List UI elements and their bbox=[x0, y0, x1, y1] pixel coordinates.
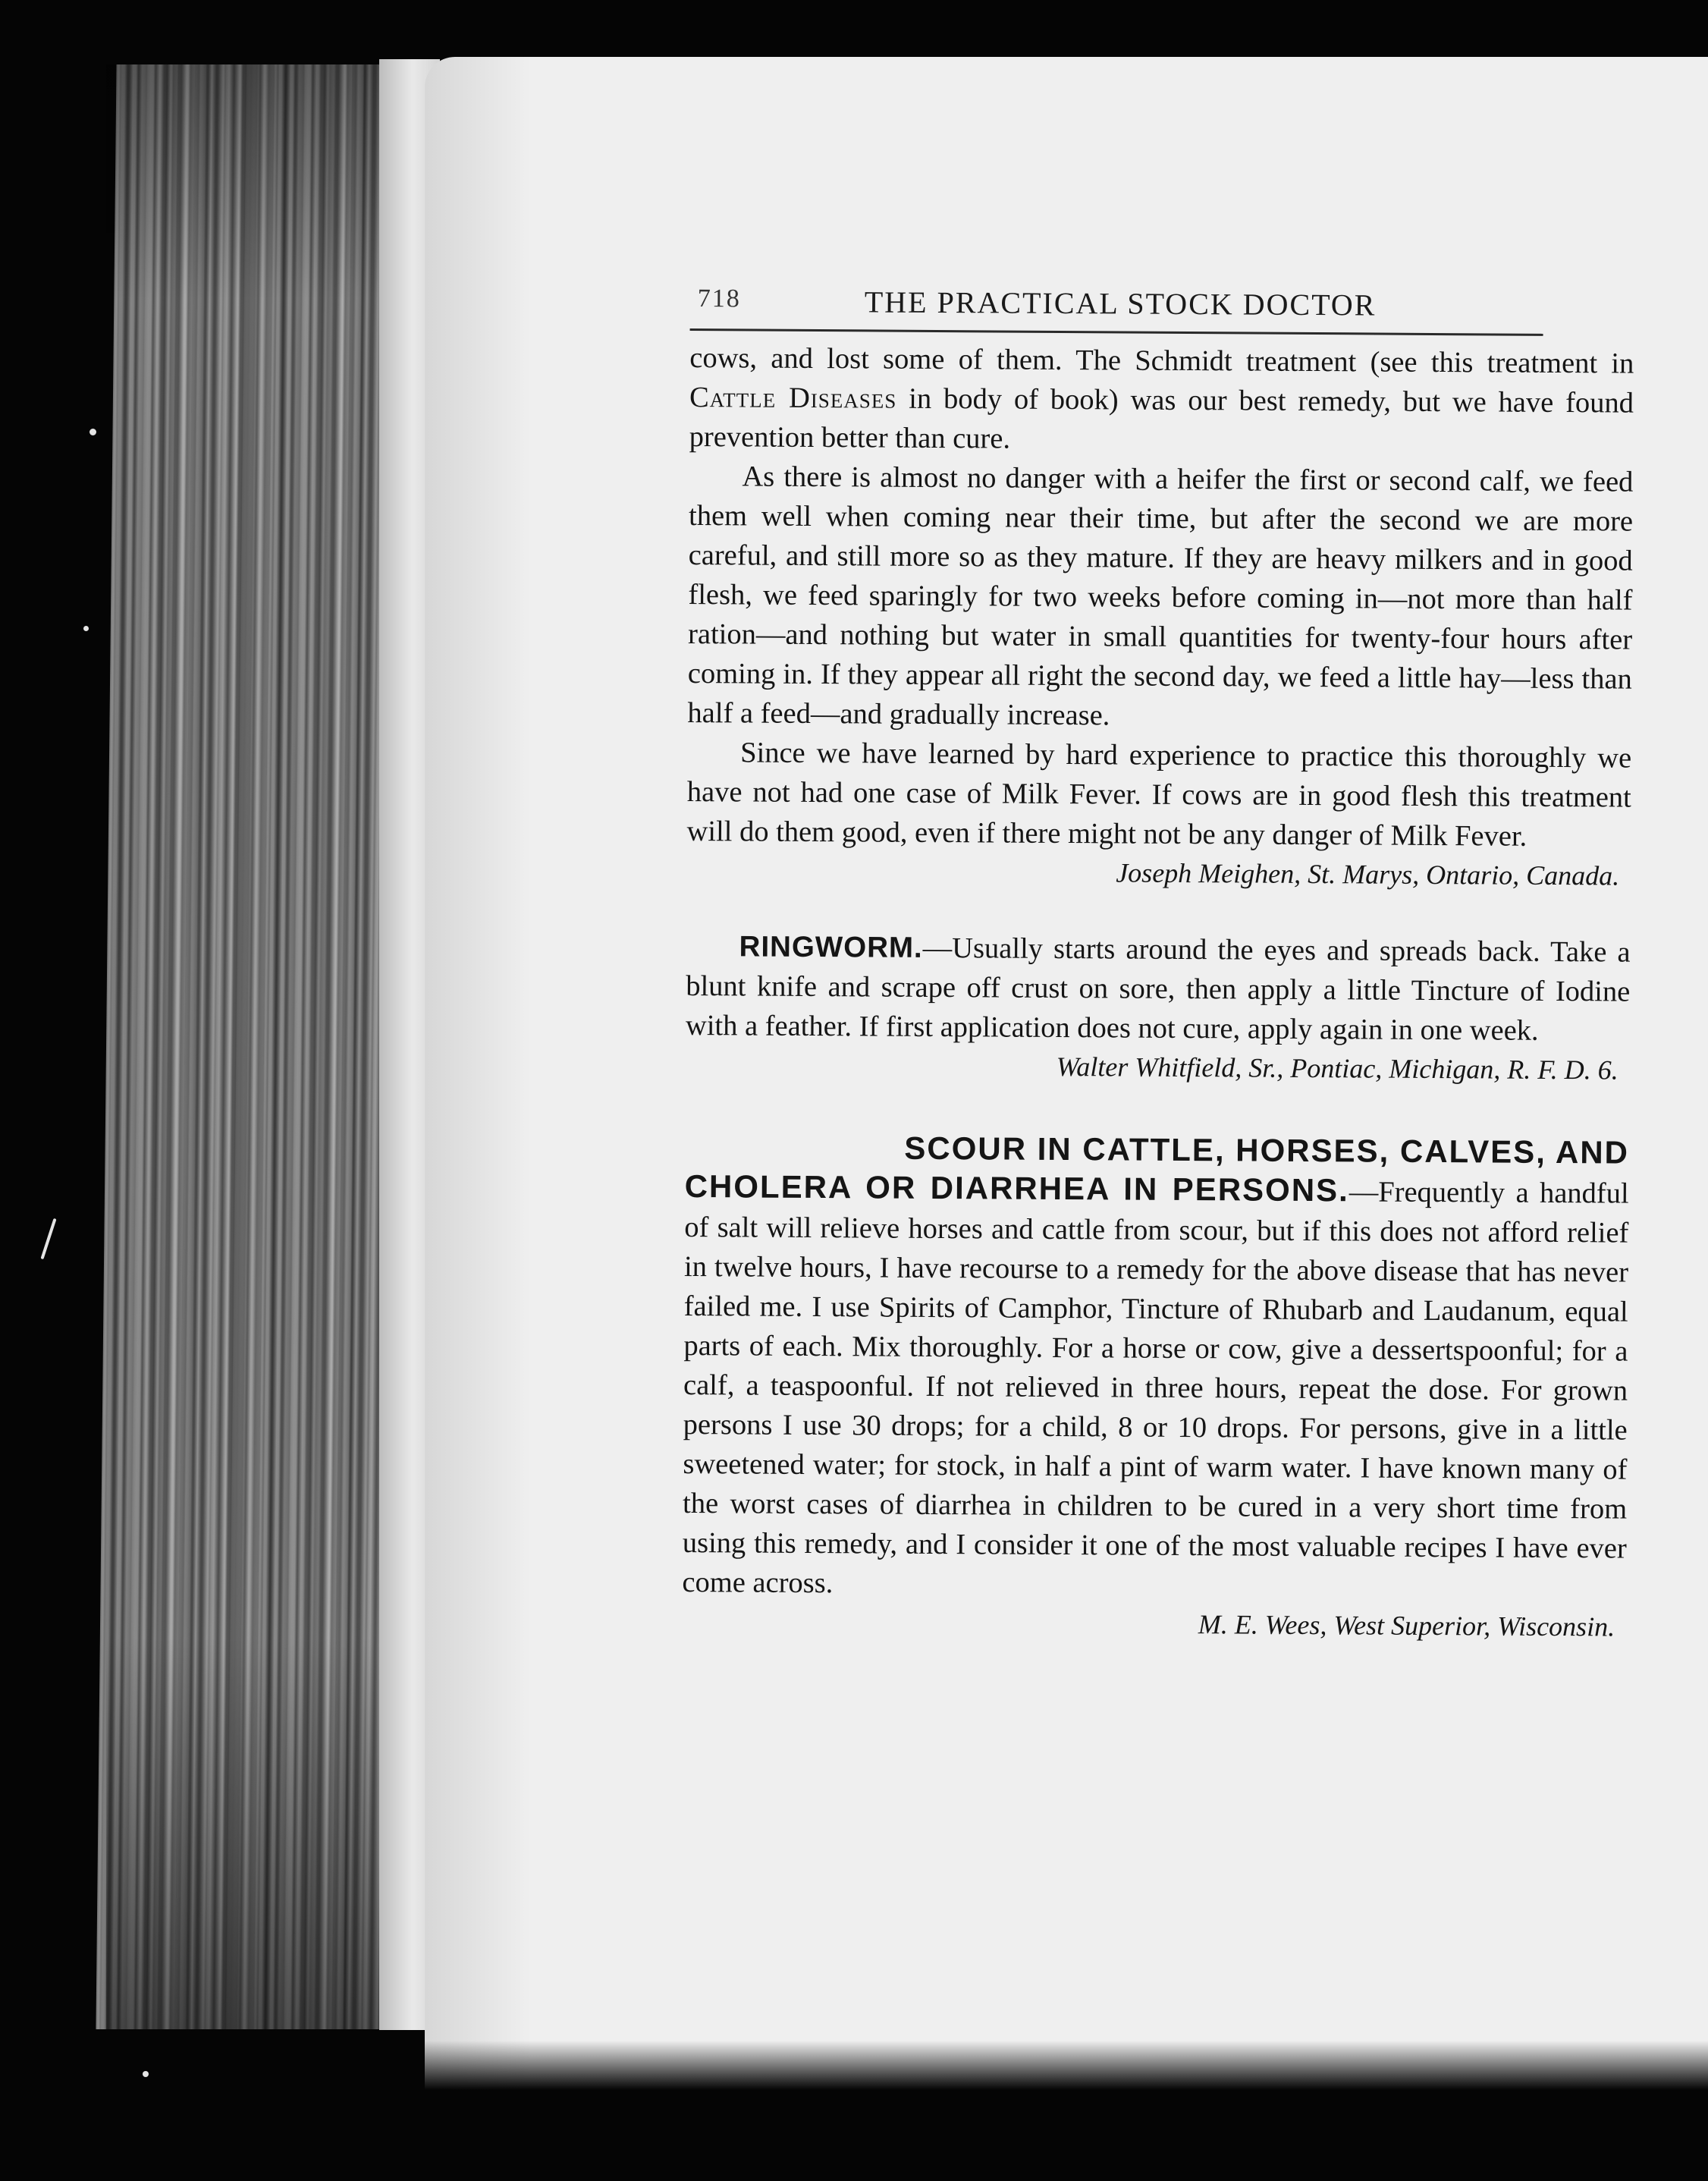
dust-speck bbox=[143, 2071, 149, 2077]
article-heading-continued: CHOLERA OR DIARRHEA IN PERSONS. bbox=[684, 1167, 1349, 1208]
running-head bbox=[690, 277, 1543, 336]
paragraph bbox=[686, 927, 1631, 1051]
paragraph-text: in body of book) was our best remedy, but we have found prevention better than cure. bbox=[689, 382, 1634, 455]
paragraph: Since we have learned by hard experience to practice this thoroughly we have not had one case of Milk Fever. If cows are in good flesh this treatment will do them good, even if there might not be any danger of Milk Fever. bbox=[686, 737, 1632, 853]
book-edge-shadow bbox=[106, 64, 413, 2029]
article-heading: RINGWORM. bbox=[739, 930, 923, 964]
paragraph-text: cows, and lost some of them. The Schmidt treatment (see this treatment in bbox=[689, 341, 1634, 380]
paragraph bbox=[682, 1167, 1628, 1608]
scour-article bbox=[682, 1127, 1656, 1646]
paragraph: As there is almost no danger with a heifer the first or second calf, we feed them well when coming near their time, but after the second we are more careful, and still more so as they mature. If they are heavy milkers and in good flesh, we feed sparingly for two weeks before coming in—not more than half ration—and nothing but water in small quantities for twenty-four hours after coming in. If they appear all right the second day, we feed a little hay—less than half a feed—and gradually increase. bbox=[687, 460, 1634, 732]
paragraph-text: —Usually starts around the eyes and spreads back. Take a blunt knife and scrape off crust on sore, then apply a little Tincture of Iodine with a feather. If first application does not cure, apply again in one week. bbox=[685, 932, 1631, 1047]
cross-reference: Cattle Diseases bbox=[689, 381, 897, 415]
bottom-shadow bbox=[410, 2041, 1708, 2181]
ringworm-article bbox=[686, 927, 1657, 1089]
signature: Walter Whitfield, Sr., Pontiac, Michigan, R. F. D. 6. bbox=[1056, 1051, 1619, 1086]
dust-speck bbox=[40, 1218, 56, 1259]
dust-speck bbox=[83, 626, 89, 631]
page-gutter-shadow bbox=[425, 57, 531, 2128]
continued-article bbox=[686, 338, 1660, 895]
dust-speck bbox=[89, 429, 96, 435]
page-number: 718 bbox=[697, 284, 741, 313]
paragraph-text: —Frequently a handful of salt will relieve horses and cattle from scour, but if this does not afford relief in twelve hours, I have recourse to a remedy for the above disease that has never failed me. I use Spirits of Camphor, Tincture of Rhubarb and Laudanum, equal parts of each. Mix thoroughly. For a horse or cow, give a dessertspoonful; for a calf, a teaspoonful. If not relieved in three hours, repeat the dose. For grown persons I use 30 drops; for a child, 8 or 10 drops. For persons, give in a little sweetened water; for stock, in half a pint of warm water. I have known many of the worst cases of diarrhea in children to be cured in a very short time from using this remedy, and I consider it one of the most valuable recipes I have ever come across. bbox=[682, 1176, 1629, 1600]
paragraph bbox=[689, 338, 1634, 463]
signature: Joseph Meighen, St. Marys, Ontario, Canada. bbox=[1116, 857, 1620, 891]
running-title: THE PRACTICAL STOCK DOCTOR bbox=[864, 284, 1377, 322]
article-heading: SCOUR IN CATTLE, HORSES, CALVES, AND bbox=[904, 1130, 1630, 1171]
page-content bbox=[682, 277, 1661, 1646]
signature: M. E. Wees, West Superior, Wisconsin. bbox=[1198, 1609, 1615, 1642]
